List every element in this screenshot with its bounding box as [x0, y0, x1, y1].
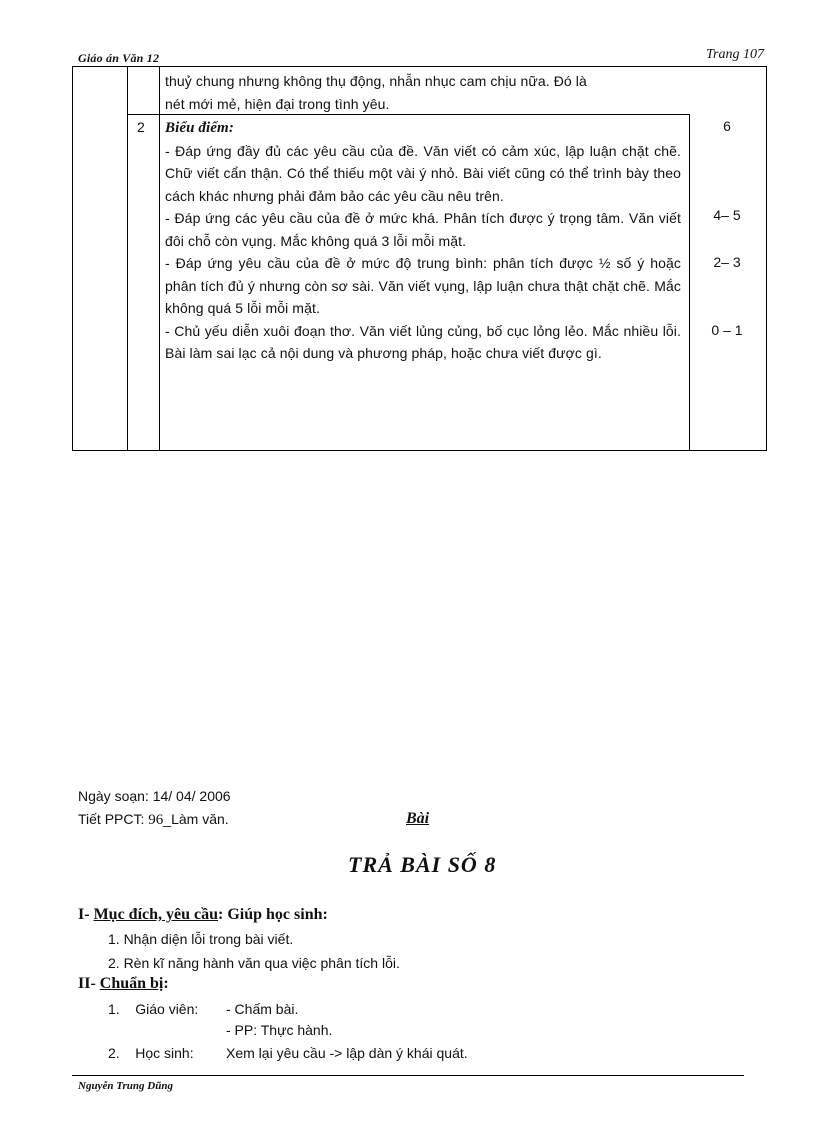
- header-left: Giáo án Văn 12: [78, 51, 160, 65]
- teacher-item-2: - PP: Thực hành.: [226, 1022, 333, 1038]
- table-border-left: [72, 66, 73, 450]
- section-1-suffix: : Giúp học sinh:: [218, 906, 328, 923]
- criteria-item: - Chủ yếu diễn xuôi đoạn thơ. Văn viết lủng củng, bố cục lỏng lẻo. Mắc nhiều lỗi. Bài làm sai lạc cả nội dung và phương pháp, hoặc chưa viết được gì.: [165, 322, 681, 361]
- date-line: Ngày soạn: 14/ 04/ 2006: [78, 788, 231, 804]
- table-border-bottom: [72, 450, 767, 451]
- table-col-divider-1: [127, 66, 128, 450]
- section-1-prefix: I-: [78, 906, 94, 923]
- top-text-line-2: nét mới mẻ, hiện đại trong tình yêu.: [165, 95, 390, 112]
- header-page-number: Trang 107: [706, 47, 764, 62]
- student-label: 2. Học sinh:: [108, 1045, 194, 1061]
- lesson-title: TRẢ BÀI SỐ 8: [348, 852, 497, 877]
- teacher-label: 1. Giáo viên:: [108, 1001, 199, 1017]
- period-value: 96: [148, 812, 164, 828]
- period-line: [78, 811, 229, 829]
- section-1-heading: [78, 906, 328, 924]
- top-text-line-1: thuỷ chung nhưng không thụ động, nhẫn nhục cam chịu nữa. Đó là: [165, 73, 587, 89]
- criteria-item: - Đáp ứng yêu cầu của đề ở mức độ trung bình: phân tích được ½ số ý hoặc phân tích đủ ý nhưng còn sơ sài. Văn viết vụng, lập luận chưa thật chặt chẽ. Mắc không quá 5 lỗi mỗi mặt.: [165, 255, 681, 316]
- period-rest: _Làm văn.: [163, 811, 229, 827]
- section-1-title: Mục đích, yêu cầu: [93, 906, 219, 923]
- criteria-item: - Đáp ứng các yêu cầu của đề ở mức khá. Phân tích được ý trọng tâm. Văn viết đôi chỗ còn vụng. Mắc không quá 3 lỗi mỗi mặt.: [165, 210, 681, 249]
- score-level-2: 4– 5: [713, 207, 741, 223]
- section-2-prefix: II-: [78, 975, 100, 992]
- student-text: Xem lại yêu cầu -> lập dàn ý khái quát.: [226, 1045, 468, 1061]
- section-2-heading: [78, 975, 169, 993]
- criteria-title: Biểu điểm:: [165, 120, 234, 136]
- criteria-item: - Đáp ứng đầy đủ các yêu cầu của đề. Văn viết có cảm xúc, lập luận chặt chẽ. Chữ viết cẩn thận. Có thể thiếu một vài ý nhỏ. Bài viết cũng có thể trình bày theo cách khác nhưng phải đảm bảo các yêu cầu nêu trên.: [165, 142, 681, 204]
- section-2-title: Chuẩn bị: [99, 975, 164, 992]
- period-label: Tiết PPCT:: [78, 811, 149, 827]
- footer-rule: [72, 1075, 744, 1076]
- section-1-item-2: 2. Rèn kĩ năng hành văn qua việc phân tích lỗi.: [108, 955, 400, 971]
- criteria-cell: [165, 117, 681, 365]
- score-level-1: 6: [723, 118, 731, 134]
- table-col-divider-3: [689, 114, 690, 450]
- row-number: 2: [137, 119, 145, 135]
- section-1-item-1: 1. Nhận diện lỗi trong bài viết.: [108, 931, 294, 947]
- score-level-4: 0 – 1: [711, 322, 743, 338]
- section-2-suffix: :: [163, 975, 169, 992]
- score-level-3: 2– 3: [713, 254, 741, 270]
- table-top-text: [165, 70, 681, 115]
- teacher-item-1: - Chấm bài.: [226, 1001, 299, 1017]
- table-col-divider-2: [159, 66, 160, 450]
- header-rule: [72, 66, 767, 67]
- lesson-bai-label: Bài: [406, 810, 430, 827]
- footer-author: Nguyễn Trung Dũng: [78, 1080, 173, 1092]
- table-border-right: [766, 66, 767, 450]
